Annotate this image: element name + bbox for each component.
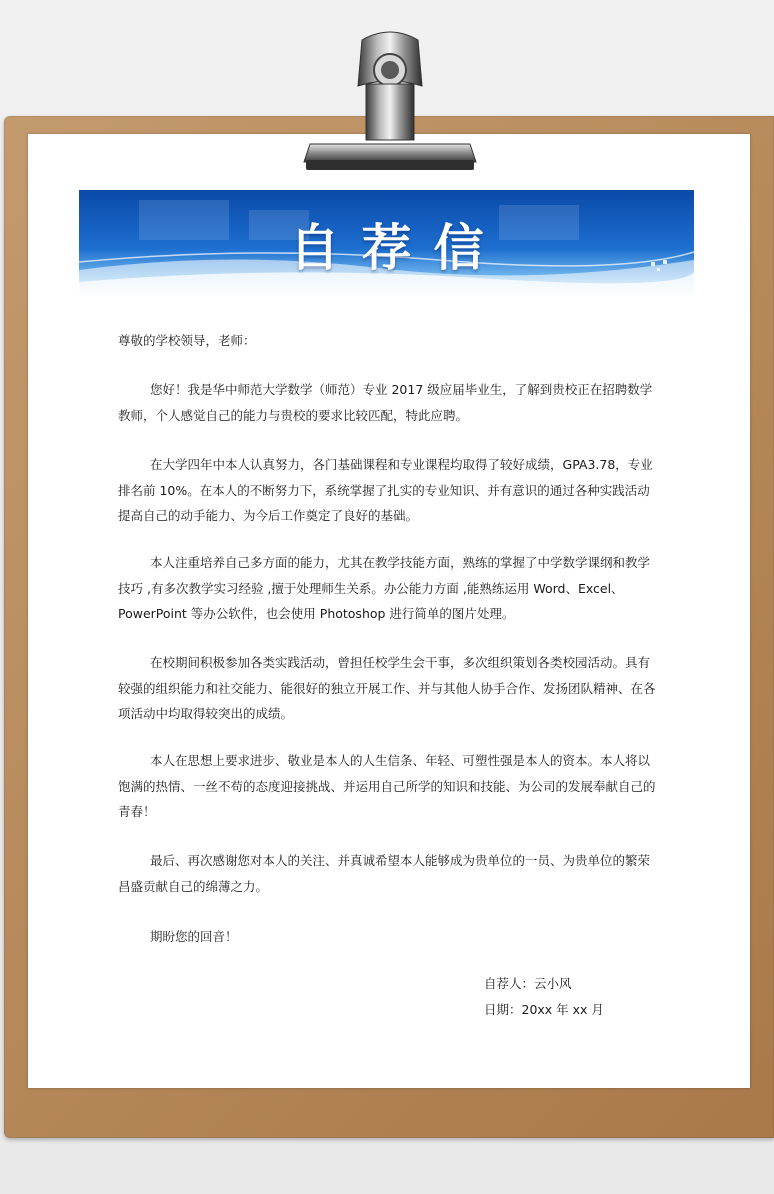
paragraph-intro: 您好！我是华中师范大学数学（师范）专业 2017 级应届毕业生，了解到贵校正在招聘数学教师，个人感觉自己的能力与贵校的要求比较匹配，特此应聘。 — [118, 382, 653, 423]
date-line: 日期：20xx 年 xx 月 — [484, 1002, 604, 1017]
paragraph-closing: 期盼您的回音！ — [150, 929, 238, 944]
paragraph-thanks: 最后、再次感谢您对本人的关注、并真诚希望本人能够成为贵单位的一员、为贵单位的繁荣昌盛贡献自己的绵薄之力。 — [118, 853, 651, 894]
binder-clip-icon — [300, 26, 480, 176]
paragraph-activities: 在校期间积极参加各类实践活动，曾担任校学生会干事，多次组织策划各类校园活动。具有较强的组织能力和社交能力、能很好的独立开展工作、并与其他人协手合作、发扬团队精神、在各项活动中均取得较突出的成绩。 — [118, 655, 656, 721]
page-title: 自荐信 — [289, 219, 506, 277]
paragraph-academics: 在大学四年中本人认真努力，各门基础课程和专业课程均取得了较好成绩，GPA3.78，专业排名前 10%。在本人的不断努力下，系统掌握了扎实的专业知识、并有意识的通过各种实践活动提高自己的动手能力、为今后工作奠定了良好的基础。 — [118, 457, 653, 523]
paragraph-skills: 本人注重培养自己多方面的能力，尤其在教学技能方面，熟练的掌握了中学数学课纲和教学技巧 ,有多次教学实习经验 ,擅于处理师生关系。办公能力方面 ,能熟练运用 Word、Excel、PowerPoint 等办公软件，也会使用 Photoshop 进行简单的图片处理。 — [118, 555, 651, 621]
letter-greeting: 尊敬的学校领导，老师： — [118, 333, 256, 348]
paragraph-attitude: 本人在思想上要求进步、敬业是本人的人生信条、年轻、可塑性强是本人的资本。本人将以饱满的热情、一丝不苟的态度迎接挑战、并运用自己所学的知识和技能、为公司的发展奉献自己的青春！ — [118, 753, 656, 819]
title-banner — [79, 190, 694, 297]
signature-line: 自荐人：云小风 — [484, 976, 572, 991]
